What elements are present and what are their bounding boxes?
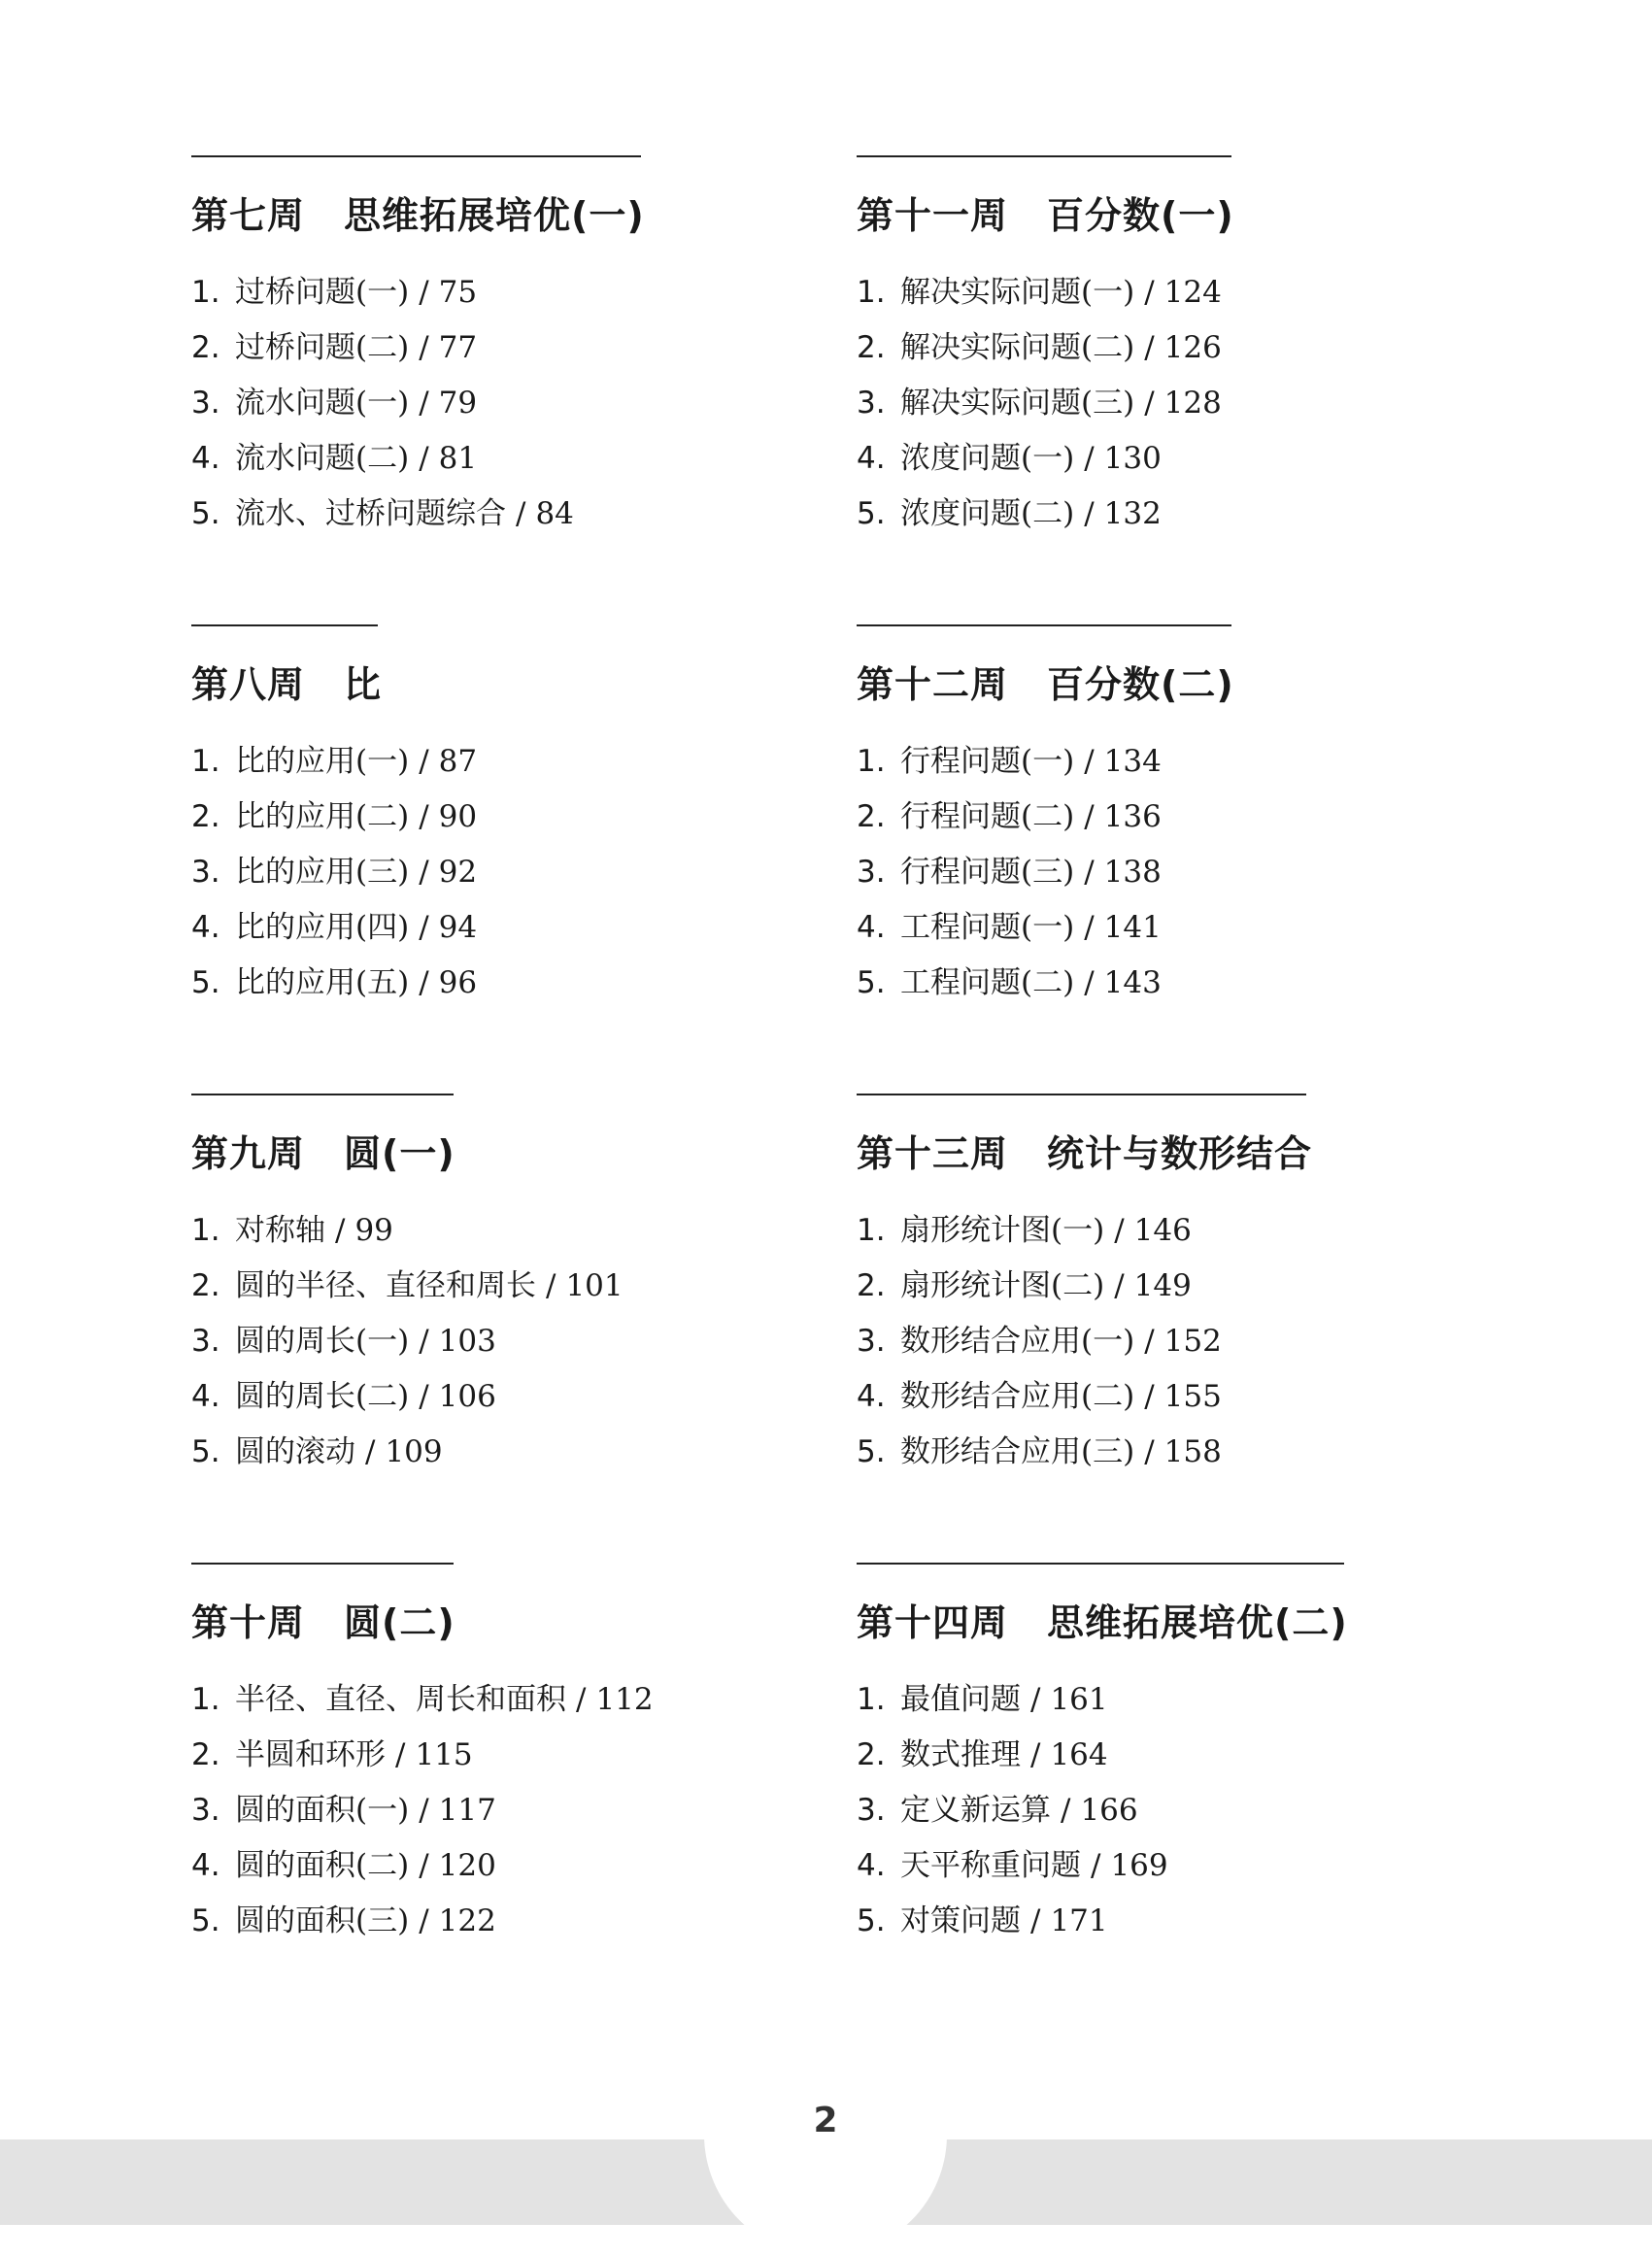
toc-item: [857, 734, 1483, 790]
item-page: 87: [438, 744, 478, 779]
item-separator: /: [1084, 855, 1095, 890]
toc-item: [857, 1783, 1483, 1838]
item-title: 定义新运算: [900, 1793, 1051, 1828]
item-page: 79: [438, 386, 478, 421]
item-separator: /: [1084, 496, 1095, 531]
item-number: 3.: [191, 855, 220, 890]
item-number: 2.: [857, 330, 886, 365]
item-title: 浓度问题(一): [900, 441, 1075, 476]
item-number: 1.: [857, 1213, 886, 1248]
section-topic: 比: [344, 663, 383, 706]
item-separator: /: [516, 496, 526, 531]
toc-item: [191, 1783, 857, 1838]
section-item-list: [191, 1203, 857, 1480]
item-number: 1.: [857, 275, 886, 310]
item-page: 124: [1163, 275, 1222, 310]
item-separator: /: [1144, 275, 1155, 310]
toc-item: [857, 900, 1483, 956]
item-separator: /: [1091, 1848, 1101, 1883]
section-week: 第十二周: [857, 663, 1009, 706]
item-title: 最值问题: [900, 1682, 1021, 1717]
item-separator: /: [1144, 330, 1155, 365]
item-title: 数式推理: [900, 1737, 1021, 1772]
section-item-list: [191, 265, 857, 542]
toc-item: [191, 1894, 857, 1949]
item-page: 96: [438, 965, 478, 1000]
toc-item: [191, 1672, 857, 1728]
item-separator: /: [419, 799, 429, 834]
item-title: 行程问题(三): [900, 855, 1075, 890]
item-title: 解决实际问题(三): [900, 386, 1135, 421]
item-number: 1.: [191, 744, 220, 779]
item-number: 3.: [191, 386, 220, 421]
item-page: 152: [1163, 1324, 1222, 1359]
section-week: 第九周: [191, 1132, 306, 1175]
section-topic: 思维拓展培优(二): [1047, 1601, 1348, 1644]
item-page: 161: [1050, 1682, 1108, 1717]
section-heading: [191, 190, 857, 241]
item-number: 4.: [191, 1379, 220, 1414]
section-week: 第十一周: [857, 194, 1009, 237]
section-topic: 圆(二): [344, 1601, 455, 1644]
item-title: 工程问题(一): [900, 910, 1075, 945]
item-separator: /: [419, 330, 429, 365]
toc-item: [857, 431, 1483, 487]
item-number: 3.: [857, 855, 886, 890]
item-title: 天平称重问题: [900, 1848, 1081, 1883]
item-page: 134: [1103, 744, 1162, 779]
item-number: 3.: [191, 1324, 220, 1359]
item-page: 117: [438, 1793, 496, 1828]
toc-section-week-9: [191, 1094, 857, 1563]
item-title: 比的应用(二): [235, 799, 410, 834]
toc-item: [857, 1259, 1483, 1314]
item-page: 109: [385, 1434, 443, 1469]
toc-item: [191, 734, 857, 790]
section-heading: [857, 1598, 1483, 1648]
item-title: 流水、过桥问题综合: [235, 496, 506, 531]
item-number: 5.: [857, 1434, 886, 1469]
item-separator: /: [1144, 1434, 1155, 1469]
section-week: 第七周: [191, 194, 306, 237]
section-rule: [191, 1094, 454, 1095]
section-rule: [857, 624, 1231, 626]
toc-item: [191, 1369, 857, 1425]
item-page: 101: [565, 1268, 624, 1303]
section-week: 第十四周: [857, 1601, 1009, 1644]
item-separator: /: [419, 275, 429, 310]
item-number: 3.: [857, 1793, 886, 1828]
toc-item: [191, 265, 857, 320]
toc-item: [857, 376, 1483, 431]
item-separator: /: [1084, 799, 1095, 834]
item-number: 4.: [191, 910, 220, 945]
item-number: 4.: [857, 910, 886, 945]
section-topic: 思维拓展培优(一): [344, 194, 645, 237]
item-number: 5.: [857, 496, 886, 531]
item-title: 解决实际问题(一): [900, 275, 1135, 310]
section-item-list: [191, 1672, 857, 1949]
toc-item: [191, 900, 857, 956]
toc-item: [191, 487, 857, 542]
section-rule: [191, 1563, 454, 1565]
toc-section-week-7: [191, 155, 857, 624]
item-separator: /: [419, 441, 429, 476]
item-page: 141: [1103, 910, 1162, 945]
item-page: 99: [354, 1213, 393, 1248]
item-separator: /: [419, 1379, 429, 1414]
item-number: 2.: [191, 330, 220, 365]
section-item-list: [191, 734, 857, 1011]
toc-item: [191, 376, 857, 431]
item-title: 数形结合应用(二): [900, 1379, 1135, 1414]
item-page: 92: [438, 855, 478, 890]
toc-item: [857, 956, 1483, 1011]
item-page: 155: [1163, 1379, 1222, 1414]
item-title: 圆的半径、直径和周长: [235, 1268, 536, 1303]
item-separator: /: [419, 1324, 429, 1359]
item-page: 122: [438, 1903, 496, 1938]
section-heading: [857, 1128, 1483, 1179]
item-page: 126: [1163, 330, 1222, 365]
section-heading: [191, 1128, 857, 1179]
item-separator: /: [1114, 1268, 1125, 1303]
toc-section-week-12: [857, 624, 1483, 1094]
toc-item: [857, 1314, 1483, 1369]
item-separator: /: [419, 855, 429, 890]
item-page: 75: [438, 275, 478, 310]
item-separator: /: [1084, 441, 1095, 476]
item-separator: /: [1144, 1324, 1155, 1359]
item-separator: /: [1144, 386, 1155, 421]
item-page: 128: [1163, 386, 1222, 421]
item-separator: /: [419, 965, 429, 1000]
section-heading: [191, 1598, 857, 1648]
item-separator: /: [1030, 1682, 1041, 1717]
item-separator: /: [1084, 910, 1095, 945]
item-number: 5.: [857, 1903, 886, 1938]
item-separator: /: [1144, 1379, 1155, 1414]
toc-item: [857, 487, 1483, 542]
item-title: 比的应用(四): [235, 910, 410, 945]
item-number: 3.: [191, 1793, 220, 1828]
item-number: 4.: [191, 1848, 220, 1883]
section-rule: [191, 624, 378, 626]
item-number: 2.: [857, 1268, 886, 1303]
item-page: 136: [1103, 799, 1162, 834]
item-separator: /: [419, 1793, 429, 1828]
toc-item: [857, 790, 1483, 845]
item-title: 扇形统计图(一): [900, 1213, 1105, 1248]
section-heading: [191, 659, 857, 710]
item-title: 过桥问题(二): [235, 330, 410, 365]
item-separator: /: [335, 1213, 346, 1248]
toc-item: [857, 1203, 1483, 1259]
item-separator: /: [1084, 744, 1095, 779]
toc-grid: [191, 155, 1483, 2032]
section-item-list: [857, 265, 1483, 542]
section-topic: 百分数(二): [1047, 663, 1234, 706]
item-separator: /: [419, 910, 429, 945]
item-separator: /: [395, 1737, 406, 1772]
item-title: 圆的面积(一): [235, 1793, 410, 1828]
item-title: 浓度问题(二): [900, 496, 1075, 531]
item-number: 2.: [191, 799, 220, 834]
section-item-list: [857, 1203, 1483, 1480]
item-page: 138: [1103, 855, 1162, 890]
item-page: 112: [595, 1682, 654, 1717]
item-page: 166: [1080, 1793, 1138, 1828]
item-number: 2.: [857, 799, 886, 834]
item-page: 120: [438, 1848, 496, 1883]
item-number: 2.: [857, 1737, 886, 1772]
section-topic: 统计与数形结合: [1047, 1132, 1313, 1175]
item-page: 81: [438, 441, 478, 476]
section-rule: [857, 1094, 1306, 1095]
item-page: 84: [535, 496, 574, 531]
item-number: 1.: [191, 1213, 220, 1248]
section-rule: [857, 1563, 1344, 1565]
section-week: 第十三周: [857, 1132, 1009, 1175]
item-number: 5.: [857, 965, 886, 1000]
item-title: 行程问题(一): [900, 744, 1075, 779]
section-heading: [857, 190, 1483, 241]
item-page: 169: [1110, 1848, 1168, 1883]
item-number: 3.: [857, 1324, 886, 1359]
item-number: 1.: [191, 1682, 220, 1717]
item-page: 149: [1133, 1268, 1192, 1303]
item-separator: /: [1030, 1903, 1041, 1938]
item-separator: /: [419, 1848, 429, 1883]
item-number: 4.: [191, 441, 220, 476]
item-title: 圆的面积(二): [235, 1848, 410, 1883]
item-title: 比的应用(三): [235, 855, 410, 890]
toc-section-week-13: [857, 1094, 1483, 1563]
item-separator: /: [419, 386, 429, 421]
item-title: 对策问题: [900, 1903, 1021, 1938]
toc-item: [857, 1425, 1483, 1480]
toc-item: [191, 845, 857, 900]
item-number: 1.: [857, 1682, 886, 1717]
section-week: 第十周: [191, 1601, 306, 1644]
item-separator: /: [1114, 1213, 1125, 1248]
item-separator: /: [365, 1434, 376, 1469]
item-separator: /: [419, 1903, 429, 1938]
item-page: 164: [1050, 1737, 1108, 1772]
toc-item: [857, 1894, 1483, 1949]
section-rule: [857, 155, 1231, 157]
item-number: 5.: [191, 1903, 220, 1938]
item-page: 77: [438, 330, 478, 365]
toc-item: [857, 1369, 1483, 1425]
item-title: 圆的周长(二): [235, 1379, 410, 1414]
item-number: 5.: [191, 965, 220, 1000]
item-separator: /: [546, 1268, 556, 1303]
toc-section-week-14: [857, 1563, 1483, 2032]
toc-section-week-8: [191, 624, 857, 1094]
item-title: 过桥问题(一): [235, 275, 410, 310]
item-number: 4.: [857, 1379, 886, 1414]
item-title: 半圆和环形: [235, 1737, 386, 1772]
toc-item: [191, 1203, 857, 1259]
item-title: 比的应用(五): [235, 965, 410, 1000]
section-week: 第八周: [191, 663, 306, 706]
item-separator: /: [1030, 1737, 1041, 1772]
item-separator: /: [419, 744, 429, 779]
toc-item: [191, 1838, 857, 1894]
toc-item: [191, 320, 857, 376]
toc-item: [191, 1728, 857, 1783]
toc-item: [857, 265, 1483, 320]
item-separator: /: [1061, 1793, 1071, 1828]
item-page: 106: [438, 1379, 496, 1414]
item-title: 半径、直径、周长和面积: [235, 1682, 566, 1717]
item-page: 171: [1050, 1903, 1108, 1938]
toc-item: [857, 320, 1483, 376]
section-topic: 圆(一): [344, 1132, 455, 1175]
item-separator: /: [1084, 965, 1095, 1000]
toc-item: [857, 1672, 1483, 1728]
item-page: 143: [1103, 965, 1162, 1000]
item-title: 行程问题(二): [900, 799, 1075, 834]
item-title: 流水问题(二): [235, 441, 410, 476]
item-number: 3.: [857, 386, 886, 421]
item-title: 对称轴: [235, 1213, 325, 1248]
item-title: 扇形统计图(二): [900, 1268, 1105, 1303]
item-title: 数形结合应用(三): [900, 1434, 1135, 1469]
toc-item: [191, 1425, 857, 1480]
item-page: 132: [1103, 496, 1162, 531]
item-number: 2.: [191, 1737, 220, 1772]
item-page: 94: [438, 910, 478, 945]
toc-item: [191, 1259, 857, 1314]
item-page: 146: [1133, 1213, 1192, 1248]
toc-item: [191, 1314, 857, 1369]
toc-item: [191, 956, 857, 1011]
item-title: 比的应用(一): [235, 744, 410, 779]
item-page: 103: [438, 1324, 496, 1359]
item-title: 流水问题(一): [235, 386, 410, 421]
item-title: 圆的周长(一): [235, 1324, 410, 1359]
item-page: 115: [415, 1737, 473, 1772]
item-title: 圆的面积(三): [235, 1903, 410, 1938]
item-number: 1.: [857, 744, 886, 779]
section-heading: [857, 659, 1483, 710]
item-title: 圆的滚动: [235, 1434, 355, 1469]
item-separator: /: [576, 1682, 587, 1717]
item-number: 5.: [191, 496, 220, 531]
toc-item: [857, 1728, 1483, 1783]
item-page: 130: [1103, 441, 1162, 476]
item-page: 158: [1163, 1434, 1222, 1469]
item-title: 工程问题(二): [900, 965, 1075, 1000]
section-topic: 百分数(一): [1047, 194, 1234, 237]
item-number: 4.: [857, 1848, 886, 1883]
page-number: 2: [813, 2101, 838, 2140]
item-number: 5.: [191, 1434, 220, 1469]
toc-item: [857, 1838, 1483, 1894]
toc-section-week-10: [191, 1563, 857, 2032]
toc-item: [191, 790, 857, 845]
section-item-list: [857, 734, 1483, 1011]
item-page: 90: [438, 799, 478, 834]
item-title: 解决实际问题(二): [900, 330, 1135, 365]
item-number: 1.: [191, 275, 220, 310]
toc-item: [191, 431, 857, 487]
item-number: 2.: [191, 1268, 220, 1303]
item-title: 数形结合应用(一): [900, 1324, 1135, 1359]
item-number: 4.: [857, 441, 886, 476]
toc-item: [857, 845, 1483, 900]
section-rule: [191, 155, 641, 157]
toc-section-week-11: [857, 155, 1483, 624]
section-item-list: [857, 1672, 1483, 1949]
